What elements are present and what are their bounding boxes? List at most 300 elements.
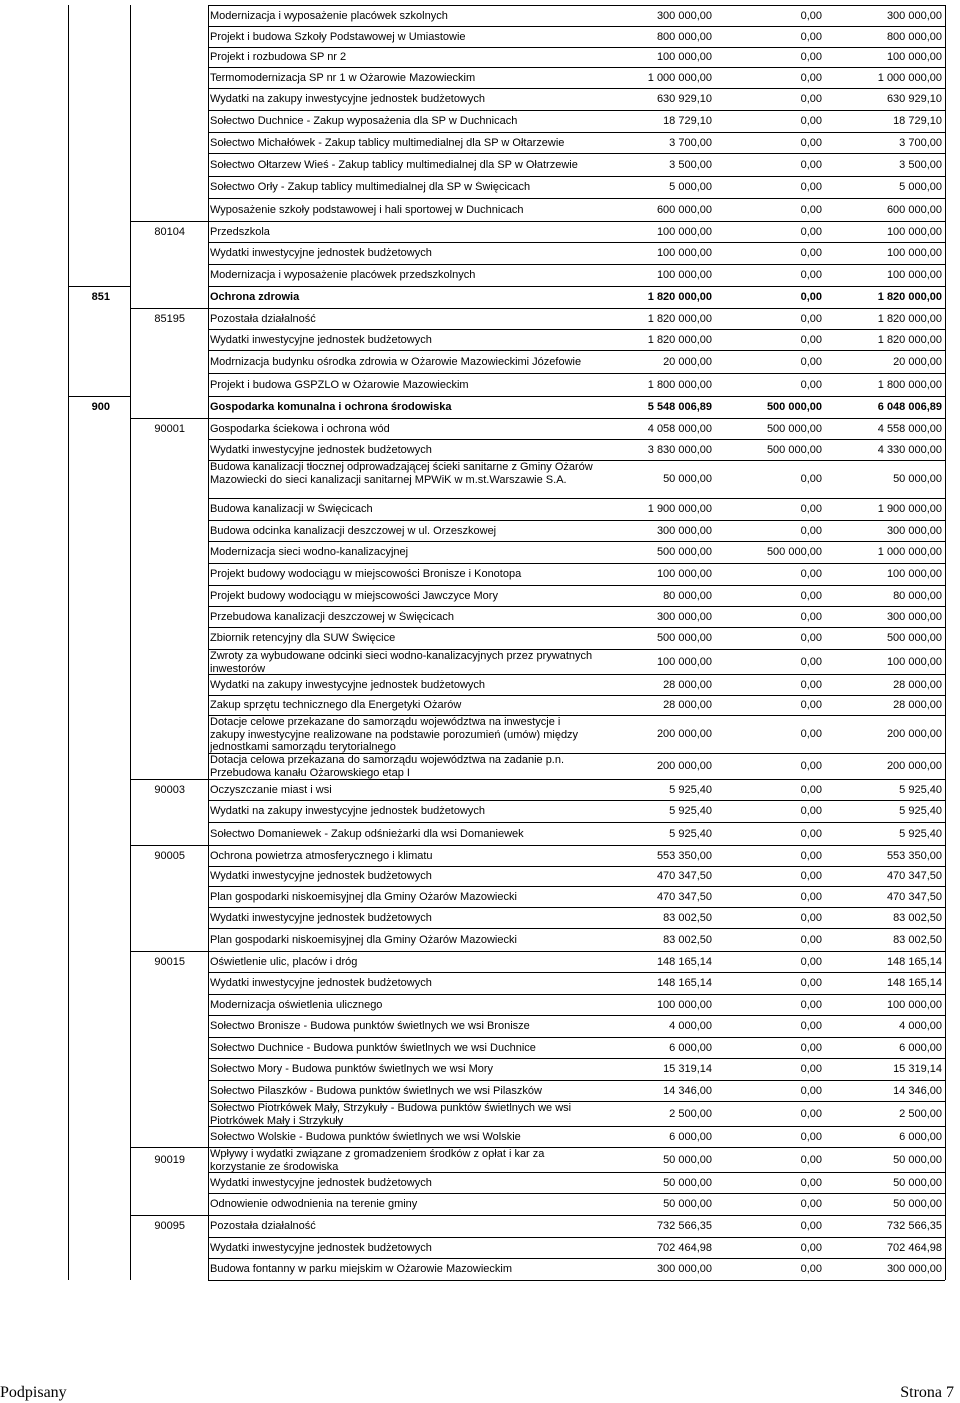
subsection-code: 85195 [154,312,185,325]
amount-after-change: 1 000 000,00 [877,546,942,558]
amount-after-change: 732 566,35 [886,1220,942,1232]
row-border [208,994,945,995]
amount-plan: 6 000,00 [669,1041,712,1054]
item-name: Zakup sprzętu technicznego dla Energetyki Ożarów [210,699,462,711]
amount-plan: 300 000,00 [656,610,712,623]
row-border [208,176,945,177]
amount-change: 0,00 [800,524,822,537]
row-border [208,153,945,154]
row-border [208,1080,945,1081]
amount-plan: 800 000,00 [656,30,712,43]
item-name: Modrnizacja budynku ośrodka zdrowia w Ożarowie Mazowieckimi Józefowie [210,355,582,368]
amount-after-change: 4 330 000,00 [877,443,942,456]
amount-after-change: 50 000,00 [893,1176,942,1189]
item-name: Wydatki na zakupy inwestycyjne jednostek budżetowych [210,93,486,105]
item-name: Sołectwo Ołtarzew Wieś - Zakup tablicy multimedialnej dla SP w Ołatrzewie [210,158,578,171]
item-name: Ochrona zdrowia [210,291,300,303]
amount-after-change: 18 729,10 [893,115,942,127]
item-name: Przedszkola [210,225,270,238]
item-name: Projekt i budowa Szkoły Podstawowej w Umiastowie [210,30,466,43]
amount-after-change: 6 000,00 [899,1041,942,1054]
section-code: 900 [91,401,110,413]
row-border [208,1258,945,1259]
item-name: Budowa fontanny w parku miejskim w Ożarowie Mazowieckim [210,1263,512,1275]
row-border [208,396,945,397]
row-border [208,1126,945,1127]
item-name: Wydatki na zakupy inwestycyjne jednostek budżetowych [210,805,486,817]
row-border [208,439,945,440]
amount-plan: 3 500,00 [669,158,712,171]
row-border [130,951,208,952]
amount-after-change: 300 000,00 [886,1263,942,1275]
item-name: Oczyszczanie miast i wsi [210,783,332,796]
amount-plan: 1 000 000,00 [647,71,712,84]
item-name: Gospodarka komunalna i ochrona środowiska [210,401,452,413]
amount-change: 0,00 [800,503,822,515]
amount-after-change: 553 350,00 [886,849,942,862]
item-name: Zbiornik retencyjny dla SUW Święcice [210,632,396,644]
amount-plan: 500 000,00 [656,546,712,558]
amount-after-change: 6 000,00 [899,1130,942,1143]
amount-after-change: 5 925,40 [899,783,942,796]
item-name: Projekt i rozbudowa SP nr 2 [210,51,347,63]
row-border [208,1037,945,1038]
row-border [208,198,945,199]
item-name: Modernizacja i wyposażenie placówek szkolnych [210,9,448,22]
amount-plan: 148 165,14 [656,977,712,989]
amount-change: 0,00 [800,849,822,862]
amount-plan: 20 000,00 [663,355,712,368]
amount-plan: 200 000,00 [656,728,712,740]
amount-plan: 470 347,50 [656,870,712,882]
amount-change: 0,00 [800,998,822,1011]
amount-after-change: 20 000,00 [893,355,942,368]
amount-after-change: 100 000,00 [886,51,942,63]
item-name: Ochrona powietrza atmosferycznego i klimatu [210,849,433,862]
item-name: Sołectwo Duchnice - Zakup wyposażenia dla SP w Duchnicach [210,115,518,127]
row-border [130,221,208,222]
amount-plan: 732 566,35 [656,1220,712,1232]
item-name: Sołectwo Duchnice - Budowa punktów świetlnych we wsi Duchnice [210,1041,536,1054]
amount-plan: 1 820 000,00 [647,333,712,346]
amount-after-change: 14 346,00 [893,1084,942,1097]
row-border [208,1215,945,1216]
amount-plan: 4 000,00 [669,1020,712,1032]
amount-after-change: 4 000,00 [899,1020,942,1032]
amount-plan: 1 820 000,00 [647,291,712,303]
row-border [208,1058,945,1059]
amount-after-change: 200 000,00 [886,760,942,772]
amount-plan: 5 925,40 [669,805,712,817]
amount-change: 0,00 [800,312,822,325]
row-border [208,26,945,27]
row-border [208,47,945,48]
amount-change: 500 000,00 [766,443,822,456]
item-name: Przebudowa kanalizacji deszczowej w Święcicach [210,610,454,623]
amount-change: 0,00 [800,136,822,149]
item-name: Sołectwo Piotrkówek Mały, Strzykuły - Budowa punktów świetlnych we wsi Piotrkówek Mały i Strzykuły [210,1102,572,1126]
row-border [208,88,945,89]
table-vline [945,5,946,1280]
row-border [208,1237,945,1238]
amount-change: 0,00 [800,1220,822,1232]
item-name: Wydatki inwestycyjne jednostek budżetowych [210,977,432,989]
row-border [208,221,945,222]
item-name: Projekt budowy wodociągu w miejscowości Jawczyce Mory [210,589,498,602]
section-code: 851 [91,291,110,303]
row-border [208,972,945,973]
item-name: Plan gospodarki niskoemisyjnej dla Gminy Ożarów Mazowiecki [210,890,517,903]
item-name: Wydatki inwestycyjne jednostek budżetowych [210,1176,432,1189]
amount-plan: 18 729,10 [663,115,712,127]
row-border [208,800,945,801]
item-name: Modernizacja oświetlenia ulicznego [210,998,383,1011]
amount-change: 0,00 [800,728,822,740]
item-name: Zwroty za wybudowane odcinki sieci wodno-kanalizacyjnych przez prywatnych inwestorów [210,650,593,674]
amount-change: 0,00 [800,355,822,368]
amount-plan: 50 000,00 [663,1153,712,1166]
amount-change: 0,00 [800,115,822,127]
item-name: Budowa odcinka kanalizacji deszczowej w ul. Orzeszkowej [210,524,497,537]
amount-plan: 300 000,00 [656,1263,712,1275]
row-border [130,1215,208,1216]
amount-change: 0,00 [800,333,822,346]
item-name: Plan gospodarki niskoemisyjnej dla Gminy Ożarów Mazowiecki [210,933,517,946]
amount-after-change: 100 000,00 [886,568,942,580]
amount-plan: 148 165,14 [656,955,712,968]
item-name: Budowa kanalizacji w Święcicach [210,503,373,515]
amount-change: 0,00 [800,977,822,989]
amount-plan: 702 464,98 [656,1241,712,1254]
row-border [208,5,945,6]
amount-change: 0,00 [800,632,822,644]
amount-after-change: 1 000 000,00 [877,71,942,84]
row-border [208,928,945,929]
row-border [208,907,945,908]
row-border [68,286,130,287]
amount-change: 0,00 [800,1063,822,1075]
row-border [208,674,945,675]
amount-plan: 300 000,00 [656,9,712,22]
amount-after-change: 1 820 000,00 [877,333,942,346]
amount-change: 0,00 [800,1241,822,1254]
item-name: Sołectwo Orły - Zakup tablicy multimedialnej dla SP w Święcicach [210,181,531,193]
subsection-code: 90095 [154,1220,185,1232]
amount-change: 0,00 [800,473,822,485]
amount-plan: 14 346,00 [663,1084,712,1097]
amount-plan: 1 820 000,00 [647,312,712,325]
amount-plan: 5 548 006,89 [647,401,712,413]
amount-plan: 1 900 000,00 [647,503,712,515]
item-name: Sołectwo Michałówek - Zakup tablicy multimedialnej dla SP w Ołtarzewie [210,136,565,149]
footer-page-number: Strona 7 [900,1384,954,1401]
amount-plan: 6 000,00 [669,1130,712,1143]
amount-after-change: 1 800 000,00 [877,378,942,391]
amount-plan: 600 000,00 [656,203,712,216]
amount-after-change: 300 000,00 [886,524,942,537]
amount-plan: 28 000,00 [663,699,712,711]
amount-change: 0,00 [800,783,822,796]
amount-plan: 470 347,50 [656,890,712,903]
row-border [208,822,945,823]
amount-plan: 4 058 000,00 [647,422,712,435]
amount-change: 0,00 [800,93,822,105]
amount-after-change: 2 500,00 [899,1107,942,1120]
item-name: Projekt i budowa GSPZLO w Ożarowie Mazowieckim [210,378,469,391]
item-name: Sołectwo Wolskie - Budowa punktów świetlnych we wsi Wolskie [210,1130,521,1143]
item-name: Pozostała działalność [210,312,316,325]
row-border [208,585,945,586]
row-border [208,329,945,330]
row-border [208,242,945,243]
amount-plan: 5 925,40 [669,783,712,796]
row-border [68,396,130,397]
row-border [208,886,945,887]
amount-plan: 100 000,00 [656,269,712,281]
row-border [208,563,945,564]
amount-after-change: 28 000,00 [893,678,942,691]
item-name: Dotacje celowe przekazane do samorządu województwa na inwestycje i zakupy inwestycyjne realizowane na podstawie porozumień (umów) między jednostkami samorządu terytorialnego [210,716,579,753]
row-border [208,1280,945,1281]
amount-change: 0,00 [800,378,822,391]
row-border [208,866,945,867]
amount-after-change: 100 000,00 [886,655,942,668]
footer-signed: Podpisany [0,1384,67,1401]
item-name: Wydatki na zakupy inwestycyjne jednostek budżetowych [210,678,486,691]
table-vline [130,5,131,1280]
item-name: Sołectwo Bronisze - Budowa punktów świetlnych we wsi Bronisze [210,1020,530,1032]
amount-plan: 200 000,00 [656,760,712,772]
amount-after-change: 630 929,10 [886,93,942,105]
amount-plan: 83 002,50 [663,933,712,946]
row-border [208,418,945,419]
item-name: Sołectwo Mory - Budowa punktów świetlnych we wsi Mory [210,1063,494,1075]
amount-after-change: 100 000,00 [886,225,942,238]
item-name: Sołectwo Pilaszków - Budowa punktów świetlnych we wsi Pilaszków [210,1084,542,1097]
amount-change: 0,00 [800,181,822,193]
amount-plan: 630 929,10 [656,93,712,105]
amount-after-change: 300 000,00 [886,610,942,623]
row-border [208,1172,945,1173]
amount-change: 0,00 [800,1130,822,1143]
amount-after-change: 470 347,50 [886,870,942,882]
item-name: Dotacja celowa przekazana do samorządu województwa na zadanie p.n. Przebudowa kanału Ożarowskiego etap I [210,754,565,779]
amount-change: 0,00 [800,610,822,623]
amount-change: 500 000,00 [766,546,822,558]
amount-after-change: 5 000,00 [899,181,942,193]
amount-change: 0,00 [800,225,822,238]
amount-after-change: 470 347,50 [886,890,942,903]
amount-change: 0,00 [800,1153,822,1166]
amount-change: 0,00 [800,247,822,259]
amount-after-change: 800 000,00 [886,30,942,43]
table-vline [208,5,209,1280]
amount-change: 0,00 [800,1107,822,1120]
amount-plan: 100 000,00 [656,225,712,238]
amount-change: 0,00 [800,760,822,772]
amount-change: 0,00 [800,9,822,22]
item-name: Pozostała działalność [210,1220,316,1232]
amount-change: 500 000,00 [766,422,822,435]
amount-plan: 50 000,00 [663,1198,712,1210]
item-name: Wpływy i wydatki związane z gromadzeniem środków z opłat i kar za korzystanie ze środowiska [210,1148,545,1172]
row-border [208,627,945,628]
row-border [208,286,945,287]
amount-after-change: 500 000,00 [886,632,942,644]
row-border [208,373,945,374]
amount-change: 0,00 [800,890,822,903]
subsection-code: 90015 [154,955,185,968]
amount-after-change: 6 048 006,89 [877,401,942,413]
row-border [208,951,945,952]
amount-plan: 83 002,50 [663,911,712,924]
amount-after-change: 100 000,00 [886,269,942,281]
amount-plan: 1 800 000,00 [647,378,712,391]
row-border [208,498,945,499]
amount-after-change: 1 900 000,00 [877,503,942,515]
amount-change: 0,00 [800,568,822,580]
item-name: Wydatki inwestycyjne jednostek budżetowych [210,911,432,924]
amount-after-change: 50 000,00 [893,1198,942,1210]
subsection-code: 90003 [154,783,185,796]
amount-change: 0,00 [800,933,822,946]
amount-plan: 100 000,00 [656,51,712,63]
amount-plan: 100 000,00 [656,568,712,580]
amount-plan: 2 500,00 [669,1107,712,1120]
item-name: Odnowienie odwodnienia na terenie gminy [210,1198,418,1210]
row-border [208,779,945,780]
amount-plan: 50 000,00 [663,473,712,485]
amount-change: 0,00 [800,30,822,43]
item-name: Termomodernizacja SP nr 1 w Ożarowie Mazowieckim [210,71,476,84]
subsection-code: 90005 [154,849,185,862]
amount-after-change: 600 000,00 [886,203,942,216]
amount-plan: 100 000,00 [656,655,712,668]
amount-plan: 15 319,14 [663,1063,712,1075]
row-border [130,418,208,419]
item-name: Wydatki inwestycyjne jednostek budżetowych [210,333,432,346]
amount-change: 0,00 [800,589,822,602]
amount-after-change: 83 002,50 [893,933,942,946]
item-name: Modernizacja sieci wodno-kanalizacyjnej [210,546,409,558]
amount-after-change: 1 820 000,00 [877,312,942,325]
amount-change: 0,00 [800,203,822,216]
row-border [208,520,945,521]
item-name: Wydatki inwestycyjne jednostek budżetowych [210,443,432,456]
row-border [208,845,945,846]
row-border [208,695,945,696]
row-border [208,1193,945,1194]
row-border [130,1147,208,1148]
amount-after-change: 80 000,00 [893,589,942,602]
row-border [208,541,945,542]
item-name: Projekt budowy wodociągu w miejscowości Bronisze i Konotopa [210,568,522,580]
amount-after-change: 5 925,40 [899,827,942,840]
amount-change: 0,00 [800,158,822,171]
amount-change: 0,00 [800,1020,822,1032]
amount-after-change: 148 165,14 [886,955,942,968]
amount-after-change: 50 000,00 [893,473,942,485]
item-name: Wyposażenie szkoły podstawowej i hali sportowej w Duchnicach [210,203,524,216]
amount-change: 0,00 [800,1263,822,1275]
amount-plan: 553 350,00 [656,849,712,862]
row-border [130,845,208,846]
amount-change: 0,00 [800,1041,822,1054]
item-name: Oświetlenie ulic, placów i dróg [210,955,358,968]
row-border [208,606,945,607]
item-name: Wydatki inwestycyjne jednostek budżetowych [210,1241,432,1254]
row-border [208,350,945,351]
amount-after-change: 28 000,00 [893,699,942,711]
amount-after-change: 200 000,00 [886,728,942,740]
amount-after-change: 3 700,00 [899,136,942,149]
amount-plan: 80 000,00 [663,589,712,602]
row-border [208,1015,945,1016]
amount-after-change: 15 319,14 [893,1063,942,1075]
amount-plan: 500 000,00 [656,632,712,644]
amount-plan: 100 000,00 [656,998,712,1011]
subsection-code: 80104 [154,225,185,238]
amount-plan: 3 700,00 [669,136,712,149]
item-name: Sołectwo Domaniewek - Zakup odśnieżarki dla wsi Domaniewek [210,827,524,840]
row-border [208,110,945,111]
item-name: Gospodarka ściekowa i ochrona wód [210,422,390,435]
amount-change: 0,00 [800,1084,822,1097]
amount-plan: 3 830 000,00 [647,443,712,456]
row-border [130,779,208,780]
amount-change: 0,00 [800,805,822,817]
amount-plan: 50 000,00 [663,1176,712,1189]
amount-after-change: 100 000,00 [886,247,942,259]
amount-after-change: 1 820 000,00 [877,291,942,303]
amount-change: 0,00 [800,71,822,84]
amount-change: 0,00 [800,655,822,668]
item-name: Modernizacja i wyposażenie placówek przedszkolnych [210,269,476,281]
amount-plan: 300 000,00 [656,524,712,537]
amount-plan: 100 000,00 [656,247,712,259]
amount-after-change: 3 500,00 [899,158,942,171]
amount-plan: 5 925,40 [669,827,712,840]
row-border [208,132,945,133]
amount-plan: 5 000,00 [669,181,712,193]
amount-after-change: 100 000,00 [886,998,942,1011]
row-border [208,67,945,68]
amount-after-change: 5 925,40 [899,805,942,817]
amount-change: 0,00 [800,1176,822,1189]
amount-after-change: 50 000,00 [893,1153,942,1166]
amount-after-change: 300 000,00 [886,9,942,22]
subsection-code: 90019 [154,1153,185,1166]
row-border [208,308,945,309]
row-border [130,308,208,309]
amount-plan: 28 000,00 [663,678,712,691]
item-name: Wydatki inwestycyjne jednostek budżetowych [210,247,432,259]
amount-change: 500 000,00 [766,401,822,413]
amount-change: 0,00 [800,51,822,63]
amount-change: 0,00 [800,911,822,924]
amount-change: 0,00 [800,291,822,303]
amount-after-change: 702 464,98 [886,1241,942,1254]
amount-after-change: 83 002,50 [893,911,942,924]
amount-change: 0,00 [800,870,822,882]
amount-change: 0,00 [800,955,822,968]
amount-after-change: 148 165,14 [886,977,942,989]
amount-change: 0,00 [800,269,822,281]
table-vline [68,5,69,1280]
amount-change: 0,00 [800,699,822,711]
amount-change: 0,00 [800,827,822,840]
amount-after-change: 4 558 000,00 [877,422,942,435]
